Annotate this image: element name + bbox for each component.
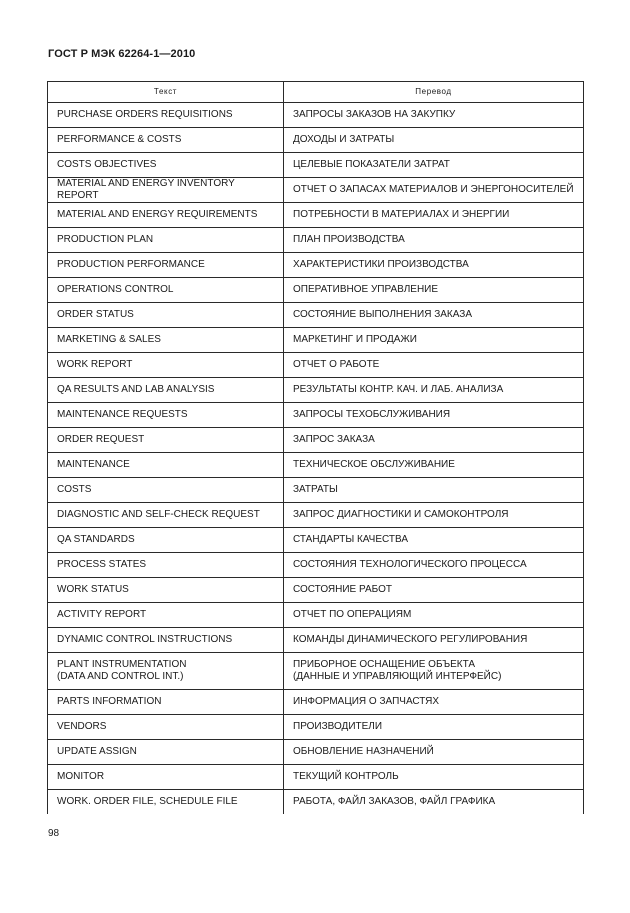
source-term-cell: WORK. ORDER FILE, SCHEDULE FILE — [48, 790, 284, 815]
source-term-cell: PERFORMANCE & COSTS — [48, 128, 284, 153]
translation-table-container — [47, 81, 583, 814]
source-term-cell: WORK STATUS — [48, 578, 284, 603]
translation-cell: ТЕХНИЧЕСКОЕ ОБСЛУЖИВАНИЕ — [284, 453, 584, 478]
translation-cell: ПРОИЗВОДИТЕЛИ — [284, 715, 584, 740]
translation-cell: ЗАПРОСЫ ТЕХОБСЛУЖИВАНИЯ — [284, 403, 584, 428]
table-row — [48, 628, 584, 653]
table-body — [48, 103, 584, 815]
table-row — [48, 228, 584, 253]
table-row — [48, 603, 584, 628]
source-term-cell — [48, 653, 284, 690]
source-term-cell: PRODUCTION PLAN — [48, 228, 284, 253]
source-term-cell: PARTS INFORMATION — [48, 690, 284, 715]
source-term-cell: WORK REPORT — [48, 353, 284, 378]
translation-cell-line: (ДАННЫЕ И УПРАВЛЯЮЩИЙ ИНТЕРФЕЙС) — [293, 671, 502, 682]
translation-cell: СТАНДАРТЫ КАЧЕСТВА — [284, 528, 584, 553]
table-row — [48, 153, 584, 178]
translation-cell: ДОХОДЫ И ЗАТРАТЫ — [284, 128, 584, 153]
translation-cell: ОБНОВЛЕНИЕ НАЗНАЧЕНИЙ — [284, 740, 584, 765]
translation-cell: ЗАПРОСЫ ЗАКАЗОВ НА ЗАКУПКУ — [284, 103, 584, 128]
table-row — [48, 178, 584, 203]
source-term-cell: DIAGNOSTIC AND SELF-CHECK REQUEST — [48, 503, 284, 528]
source-term-cell: MATERIAL AND ENERGY REQUIREMENTS — [48, 203, 284, 228]
translation-cell: ОПЕРАТИВНОЕ УПРАВЛЕНИЕ — [284, 278, 584, 303]
table-row — [48, 103, 584, 128]
translation-cell: ПЛАН ПРОИЗВОДСТВА — [284, 228, 584, 253]
translation-cell: ЗАПРОС ЗАКАЗА — [284, 428, 584, 453]
translation-cell: СОСТОЯНИЯ ТЕХНОЛОГИЧЕСКОГО ПРОЦЕССА — [284, 553, 584, 578]
table-row — [48, 478, 584, 503]
table-row — [48, 253, 584, 278]
table-row — [48, 303, 584, 328]
translation-table — [47, 81, 584, 814]
translation-cell — [284, 653, 584, 690]
table-row — [48, 790, 584, 815]
translation-cell: ОТЧЕТ О ЗАПАСАХ МАТЕРИАЛОВ И ЭНЕРГОНОСИТЕЛЕЙ — [284, 178, 584, 203]
translation-cell: РАБОТА, ФАЙЛ ЗАКАЗОВ, ФАЙЛ ГРАФИКА — [284, 790, 584, 815]
table-row — [48, 765, 584, 790]
translation-cell: СОСТОЯНИЕ ВЫПОЛНЕНИЯ ЗАКАЗА — [284, 303, 584, 328]
source-term-cell: ORDER STATUS — [48, 303, 284, 328]
table-row — [48, 528, 584, 553]
translation-cell: КОМАНДЫ ДИНАМИЧЕСКОГО РЕГУЛИРОВАНИЯ — [284, 628, 584, 653]
source-term-cell: PRODUCTION PERFORMANCE — [48, 253, 284, 278]
table-row — [48, 428, 584, 453]
translation-cell: ХАРАКТЕРИСТИКИ ПРОИЗВОДСТВА — [284, 253, 584, 278]
source-term-cell: UPDATE ASSIGN — [48, 740, 284, 765]
table-row — [48, 553, 584, 578]
source-term-cell: PURCHASE ORDERS REQUISITIONS — [48, 103, 284, 128]
source-term-cell: ACTIVITY REPORT — [48, 603, 284, 628]
source-term-cell: ORDER REQUEST — [48, 428, 284, 453]
translation-cell-line: ПРИБОРНОЕ ОСНАЩЕНИЕ ОБЪЕКТА — [293, 659, 476, 670]
column-header-translation: Перевод — [284, 82, 584, 103]
table-row — [48, 578, 584, 603]
translation-cell: ОТЧЕТ О РАБОТЕ — [284, 353, 584, 378]
column-header-text: Текст — [48, 82, 284, 103]
page-number: 98 — [48, 828, 60, 839]
source-term-cell-line: PLANT INSTRUMENTATION — [57, 659, 187, 670]
translation-cell: СОСТОЯНИЕ РАБОТ — [284, 578, 584, 603]
document-header: ГОСТ Р МЭК 62264-1—2010 — [48, 48, 196, 60]
table-header-row — [48, 82, 584, 103]
table-row — [48, 740, 584, 765]
translation-cell: ПОТРЕБНОСТИ В МАТЕРИАЛАХ И ЭНЕРГИИ — [284, 203, 584, 228]
translation-cell: РЕЗУЛЬТАТЫ КОНТР. КАЧ. И ЛАБ. АНАЛИЗА — [284, 378, 584, 403]
source-term-cell: QA STANDARDS — [48, 528, 284, 553]
source-term-cell: MAINTENANCE — [48, 453, 284, 478]
source-term-cell: MATERIAL AND ENERGY INVENTORY REPORT — [48, 178, 284, 203]
source-term-cell-line: (DATA AND CONTROL INT.) — [57, 671, 184, 682]
translation-cell: ОТЧЕТ ПО ОПЕРАЦИЯМ — [284, 603, 584, 628]
source-term-cell: COSTS — [48, 478, 284, 503]
table-row — [48, 128, 584, 153]
source-term-cell: VENDORS — [48, 715, 284, 740]
table-row — [48, 453, 584, 478]
translation-cell: ЗАТРАТЫ — [284, 478, 584, 503]
table-row — [48, 328, 584, 353]
source-term-cell: MAINTENANCE REQUESTS — [48, 403, 284, 428]
table-row — [48, 653, 584, 690]
translation-cell: МАРКЕТИНГ И ПРОДАЖИ — [284, 328, 584, 353]
source-term-cell: PROCESS STATES — [48, 553, 284, 578]
source-term-cell: MARKETING & SALES — [48, 328, 284, 353]
source-term-cell: COSTS OBJECTIVES — [48, 153, 284, 178]
translation-cell: ТЕКУЩИЙ КОНТРОЛЬ — [284, 765, 584, 790]
table-row — [48, 353, 584, 378]
table-row — [48, 278, 584, 303]
source-term-cell: OPERATIONS CONTROL — [48, 278, 284, 303]
translation-cell: ИНФОРМАЦИЯ О ЗАПЧАСТЯХ — [284, 690, 584, 715]
table-row — [48, 378, 584, 403]
table-row — [48, 203, 584, 228]
source-term-cell: MONITOR — [48, 765, 284, 790]
table-row — [48, 403, 584, 428]
table-row — [48, 503, 584, 528]
translation-cell: ЦЕЛЕВЫЕ ПОКАЗАТЕЛИ ЗАТРАТ — [284, 153, 584, 178]
table-row — [48, 690, 584, 715]
source-term-cell: DYNAMIC CONTROL INSTRUCTIONS — [48, 628, 284, 653]
table-row — [48, 715, 584, 740]
source-term-cell: QA RESULTS AND LAB ANALYSIS — [48, 378, 284, 403]
translation-cell: ЗАПРОС ДИАГНОСТИКИ И САМОКОНТРОЛЯ — [284, 503, 584, 528]
